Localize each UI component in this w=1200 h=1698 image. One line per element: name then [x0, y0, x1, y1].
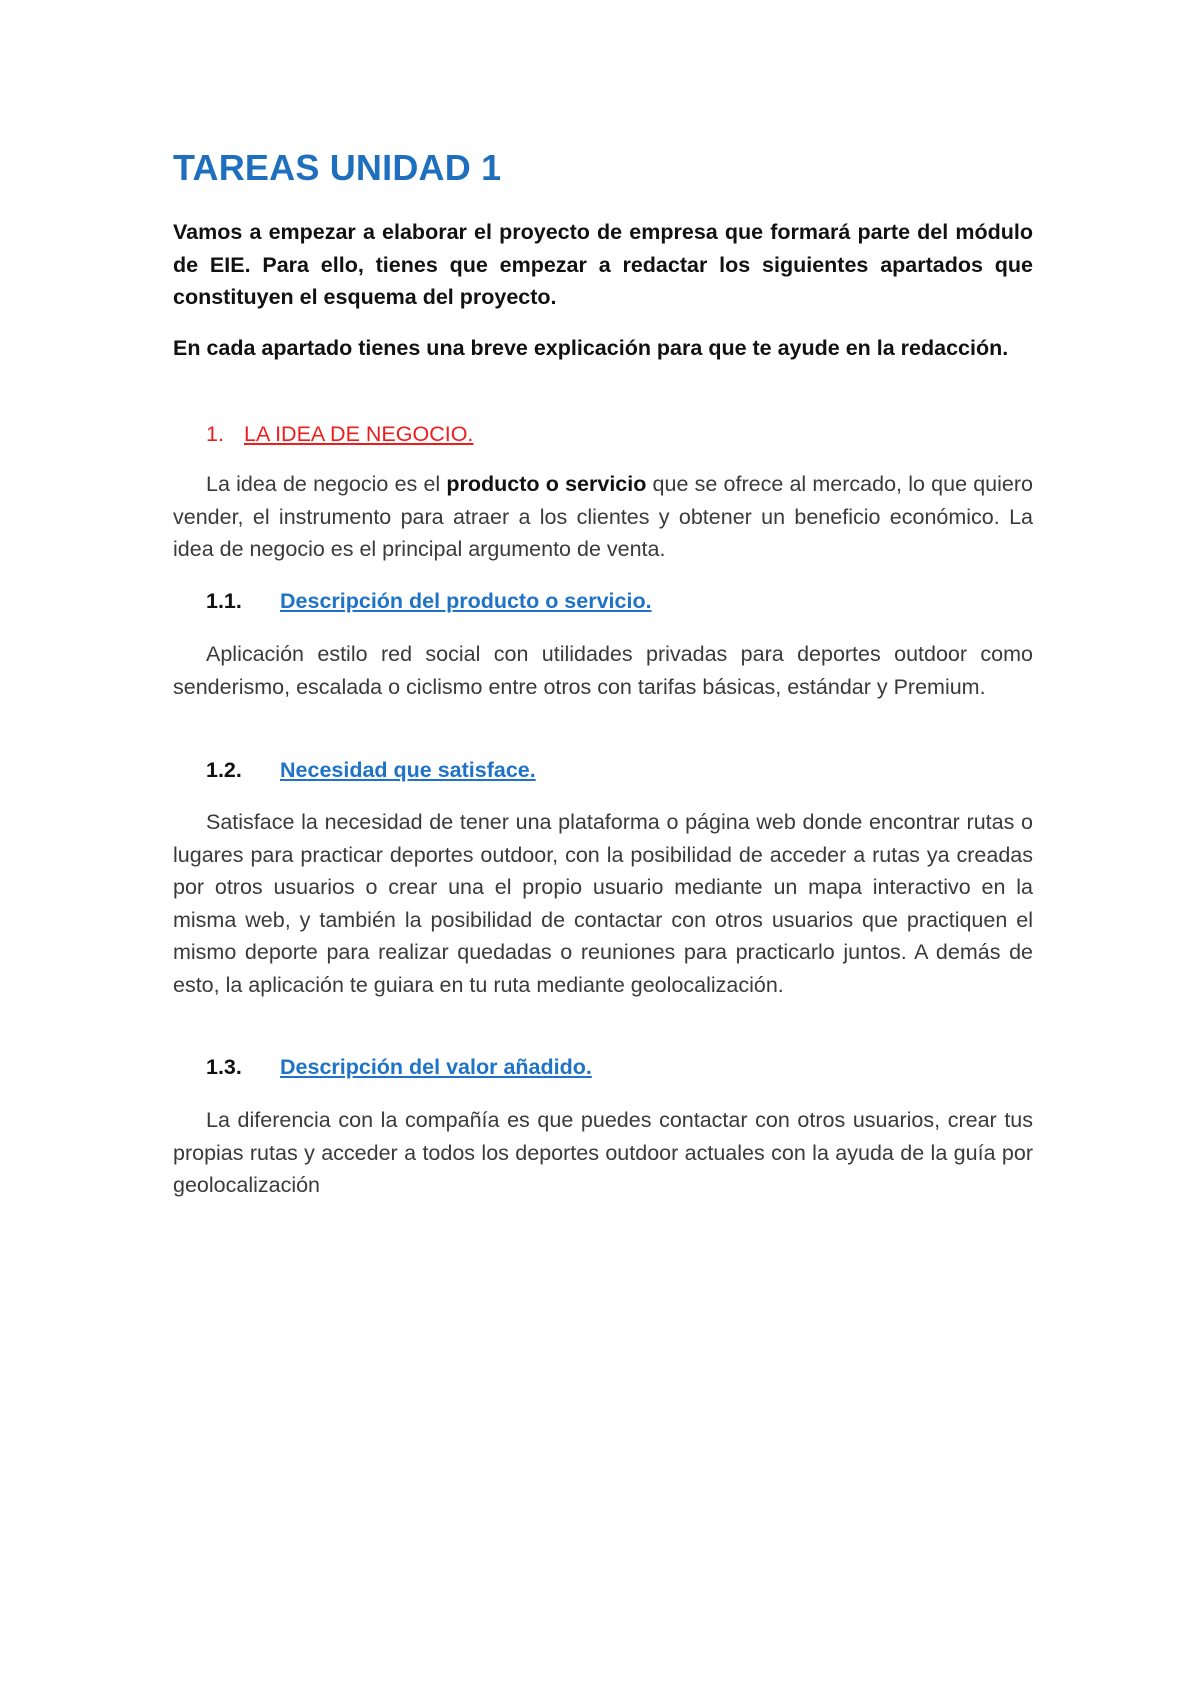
subsection-1-2-heading — [206, 754, 536, 786]
section-1-text-after: que se ofrece al mercado, lo que quiero vender, el instrumento para atraer a los clientes y obtener un beneficio económico. La idea de negocio es el principal argumento de venta. — [173, 472, 1033, 561]
section-1-number: 1. — [206, 422, 224, 446]
subsection-1-2-body: Satisface la necesidad de tener una plataforma o página web donde encontrar rutas o lugares para practicar deportes outdoor, con la posibilidad de acceder a rutas ya creadas por otros usuarios o crear una el propio usuario mediante un mapa interactivo en la misma web, y también la posibilidad de contactar con otros usuarios que practiquen el mismo deporte para realizar quedadas o reuniones para practicarlo juntos. A demás de esto, la aplicación te guiara en tu ruta mediante geolocalización. — [173, 810, 1033, 997]
section-1-heading — [206, 418, 473, 450]
subsection-1-2-title: Necesidad que satisface. — [280, 758, 536, 782]
subsection-1-3-title: Descripción del valor añadido. — [280, 1055, 592, 1079]
subsection-1-1-body: Aplicación estilo red social con utilidades privadas para deportes outdoor como senderismo, escalada o ciclismo entre otros con tarifas básicas, estándar y Premium. — [173, 642, 1033, 699]
intro-paragraph-2: En cada apartado tienes una breve explicación para que te ayude en la redacción. — [173, 336, 1009, 360]
subsection-1-1-number: 1.1. — [206, 589, 242, 613]
document-title: TAREAS UNIDAD 1 — [173, 147, 502, 188]
section-1-text-before: La idea de negocio es el — [206, 472, 447, 496]
intro-paragraph-1: Vamos a empezar a elaborar el proyecto de empresa que formará parte del módulo de EIE. Para ello, tienes que empezar a redactar los siguientes apartados que constituyen el esquema del proyecto. — [173, 220, 1033, 309]
subsection-1-3-body: La diferencia con la compañía es que puedes contactar con otros usuarios, crear tus propias rutas y acceder a todos los deportes outdoor actuales con la ayuda de la guía por geolocalización — [173, 1108, 1033, 1197]
subsection-1-1-title: Descripción del producto o servicio. — [280, 589, 652, 613]
section-1-body — [173, 468, 1033, 566]
subsection-1-3-heading — [206, 1051, 592, 1083]
subsection-1-3-number: 1.3. — [206, 1055, 242, 1079]
section-1-title: LA IDEA DE NEGOCIO. — [244, 422, 474, 446]
subsection-1-2-number: 1.2. — [206, 758, 242, 782]
section-1-text-bold: producto o servicio — [446, 472, 647, 496]
subsection-1-1-heading — [206, 585, 652, 617]
